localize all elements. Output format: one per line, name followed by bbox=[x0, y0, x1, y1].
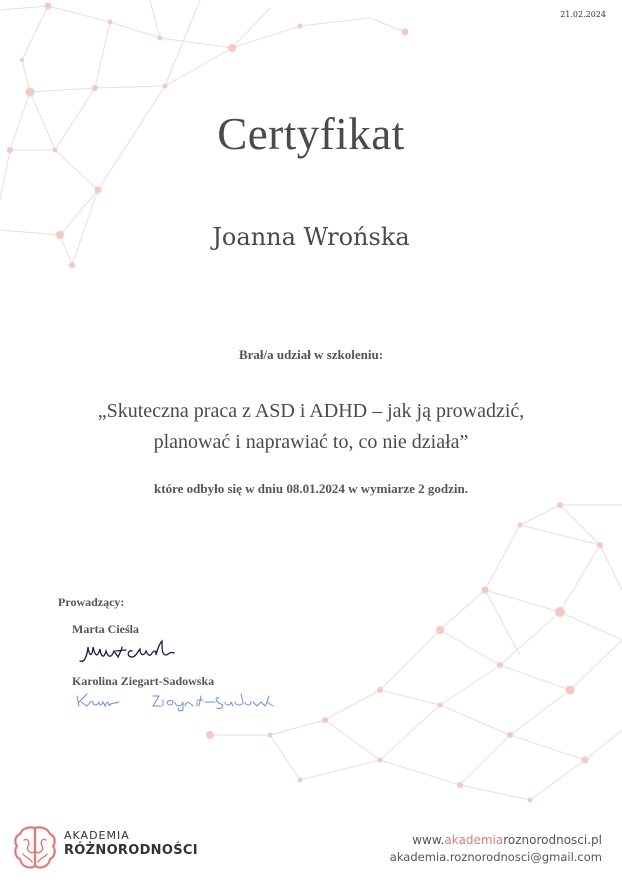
instructor-name-2: Karolina Ziegart-Sadowska bbox=[72, 674, 215, 688]
course-title bbox=[0, 396, 622, 458]
course-details: które odbyło się w dniu 08.01.2024 w wymiarze 2 godzin. bbox=[154, 481, 468, 496]
website-highlight: akademia bbox=[444, 833, 504, 847]
participant-name: Joanna Wrońska bbox=[212, 223, 410, 251]
signature-marta-ciesla bbox=[78, 637, 178, 667]
certificate-title: Certyfikat bbox=[217, 109, 405, 159]
organization-wordmark bbox=[64, 829, 198, 859]
signature-karolina-ziegart-sadowska bbox=[75, 690, 275, 712]
akademia-brain-logo-icon bbox=[12, 824, 58, 872]
organization-name-line-2: RÓŻNORODNOŚCI bbox=[64, 843, 198, 858]
course-title-line-2: planować i naprawiać to, co nie działa” bbox=[153, 431, 469, 453]
organization-name-line-1: AKADEMIA bbox=[64, 829, 130, 842]
issue-date: 21.02.2024 bbox=[560, 10, 606, 19]
website-main: roznorodnosci bbox=[503, 833, 588, 847]
website-suffix: .pl bbox=[587, 833, 602, 847]
participation-intro: Brał/a udział w szkoleniu: bbox=[238, 347, 384, 362]
course-title-line-1: „Skuteczna praca z ASD i ADHD – jak ją prowadzić, bbox=[97, 400, 525, 422]
instructor-name-1: Marta Cieśla bbox=[72, 622, 139, 636]
website-prefix: www. bbox=[412, 833, 445, 847]
instructors-label: Prowadzący: bbox=[58, 595, 125, 609]
contact-info bbox=[390, 832, 602, 866]
email-address[interactable]: akademia.roznorodnosci@gmail.com bbox=[389, 850, 602, 864]
website-link[interactable] bbox=[390, 832, 602, 849]
